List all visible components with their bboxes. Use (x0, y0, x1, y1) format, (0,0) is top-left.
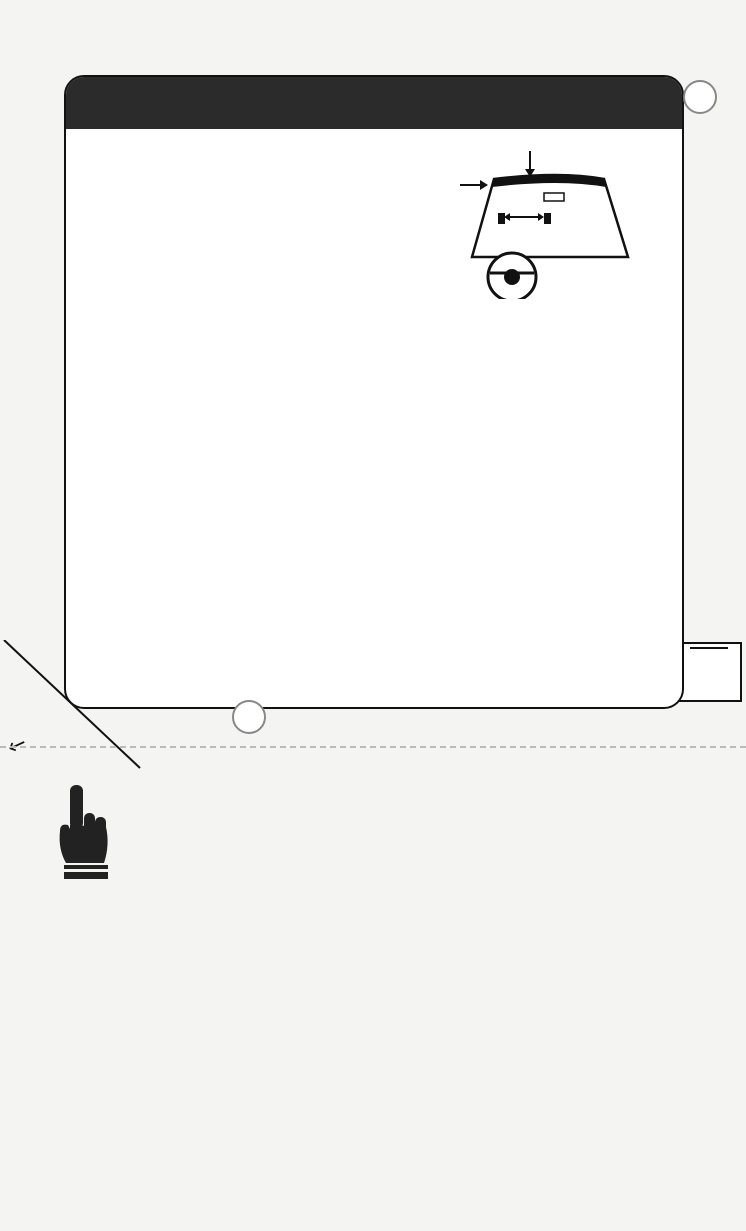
peel-corner (0, 640, 144, 780)
panel-header (66, 77, 682, 129)
punch-hole-day (683, 80, 717, 114)
vignette-panel (64, 75, 684, 709)
tear-line (0, 746, 746, 748)
windscreen-diagram (460, 149, 630, 299)
punch-hole-month (232, 700, 266, 734)
peel-arrow-icon: ↙ (4, 729, 31, 760)
dec-cell-2 (676, 642, 742, 702)
pointing-hand-icon (56, 785, 112, 881)
